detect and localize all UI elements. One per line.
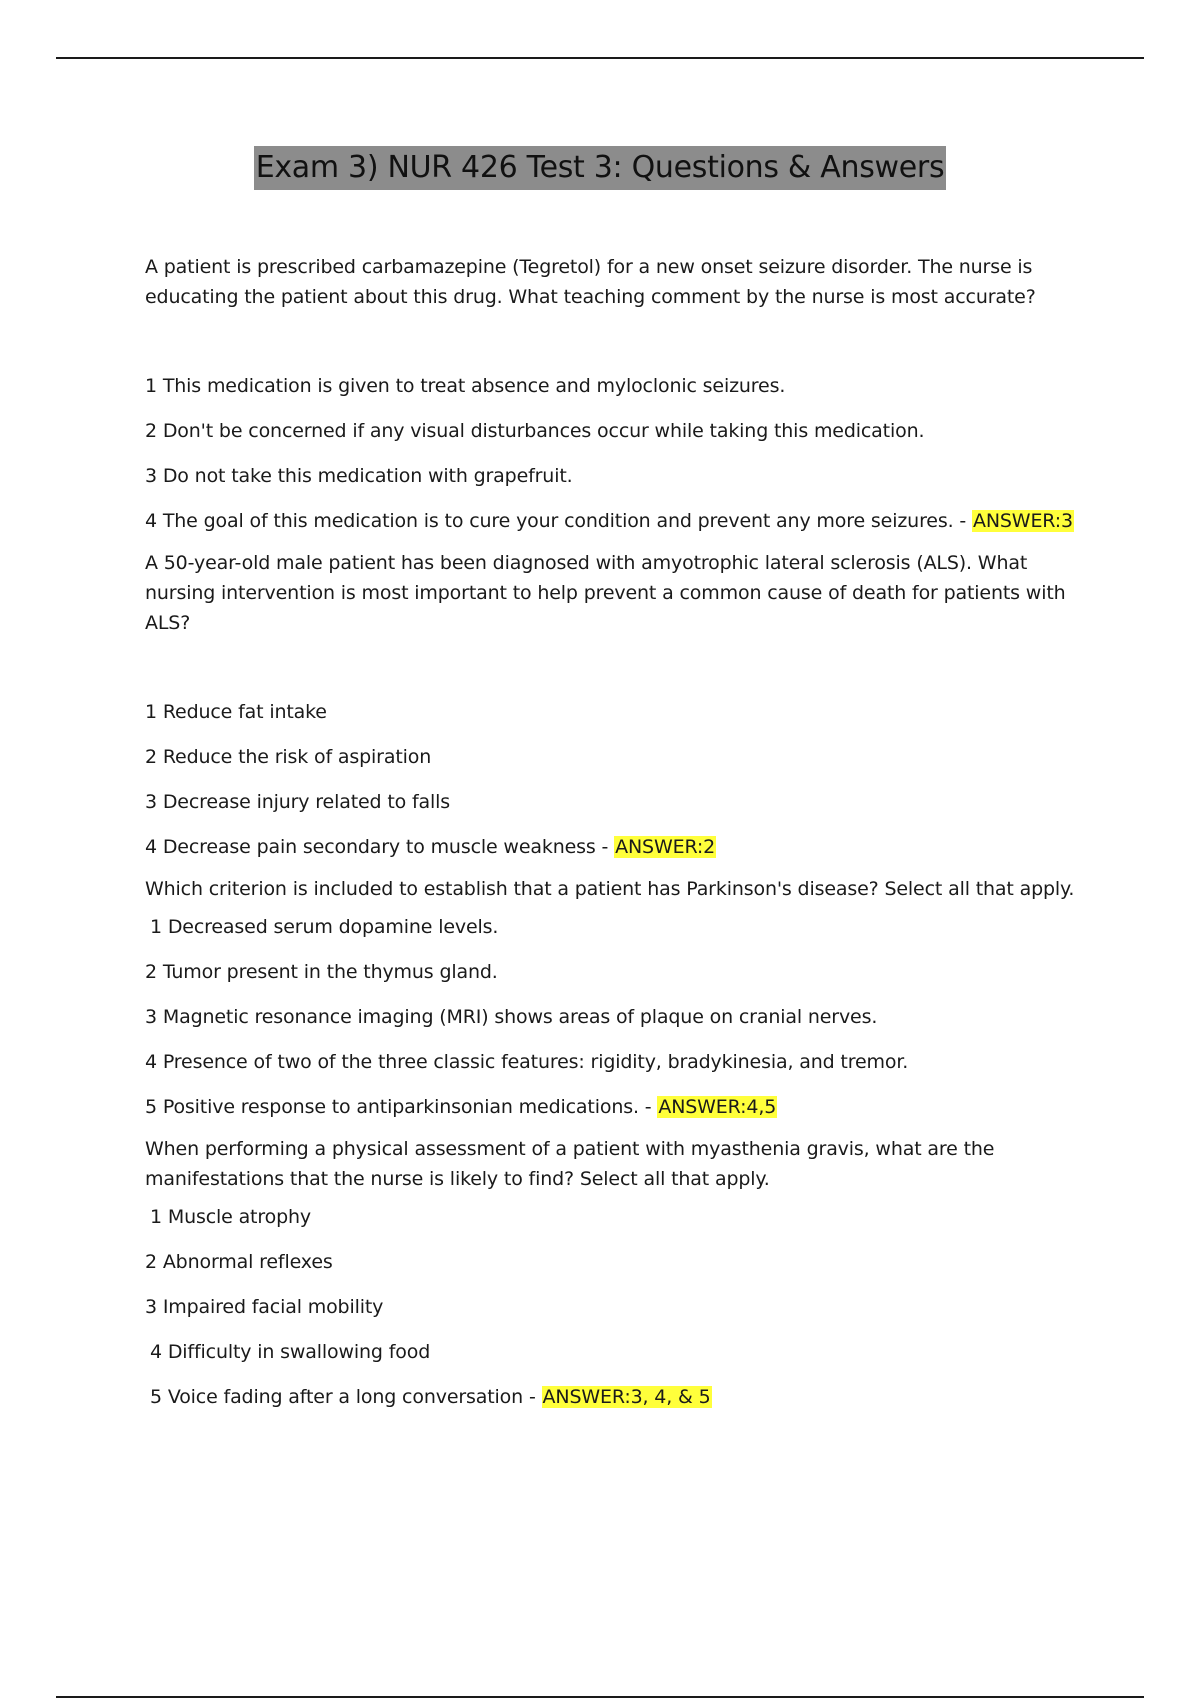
answer-option: 3 Impaired facial mobility [145,1296,384,1318]
answer-option: 3 Do not take this medication with grapefruit. [145,465,573,487]
answer-option-text: 4 The goal of this medication is to cure your condition and prevent any more seizures. - [145,510,972,532]
answer-option [145,832,1095,862]
answer-option-text: 5 Positive response to antiparkinsonian medications. - [145,1096,658,1118]
answer-key-highlight: ANSWER:2 [615,836,716,858]
title-container [0,146,1200,190]
answer-option: 4 Difficulty in swallowing food [150,1341,431,1363]
question-text: A 50-year-old male patient has been diagnosed with amyotrophic lateral sclerosis (ALS). What nursing intervention is most important to help prevent a common cause of death for patients with ALS? [145,552,1066,634]
answer-option: 2 Reduce the risk of aspiration [145,746,432,768]
answer-option [145,506,1095,536]
answer-option-text: 5 Voice fading after a long conversation - [150,1386,542,1408]
answer-option: 2 Abnormal reflexes [145,1251,333,1273]
answer-option: 2 Don't be concerned if any visual disturbances occur while taking this medication. [145,420,925,442]
answer-option: 1 Reduce fat intake [145,701,327,723]
answer-option: 3 Decrease injury related to falls [145,791,451,813]
document-title: Exam 3) NUR 426 Test 3: Questions & Answers [254,146,947,190]
bottom-rule [56,1696,1144,1698]
answer-key-highlight: ANSWER:4,5 [658,1096,777,1118]
answer-option: 4 Presence of two of the three classic features: rigidity, bradykinesia, and tremor. [145,1051,909,1073]
answer-option: 1 Muscle atrophy [150,1206,311,1228]
answer-key-highlight: ANSWER:3, 4, & 5 [542,1386,711,1408]
answer-option: 1 This medication is given to treat absence and myloclonic seizures. [145,375,786,397]
question-text: Which criterion is included to establish that a patient has Parkinson's disease? Select all that apply. [145,878,1075,900]
answer-option: 2 Tumor present in the thymus gland. [145,961,498,983]
answer-key-highlight: ANSWER:3 [972,510,1073,532]
answer-option [145,1092,1095,1122]
answer-option-text: 4 Decrease pain secondary to muscle weakness - [145,836,615,858]
answer-option [145,1382,1095,1412]
document-body [145,252,1095,1424]
answer-option: 3 Magnetic resonance imaging (MRI) shows areas of plaque on cranial nerves. [145,1006,878,1028]
question-text: When performing a physical assessment of a patient with myasthenia gravis, what are the manifestations that the nurse is likely to find? Select all that apply. [145,1138,995,1190]
answer-option: 1 Decreased serum dopamine levels. [150,916,499,938]
top-rule [56,57,1144,59]
question-text: A patient is prescribed carbamazepine (Tegretol) for a new onset seizure disorder. The nurse is educating the patient about this drug. What teaching comment by the nurse is most accurate? [145,256,1036,308]
